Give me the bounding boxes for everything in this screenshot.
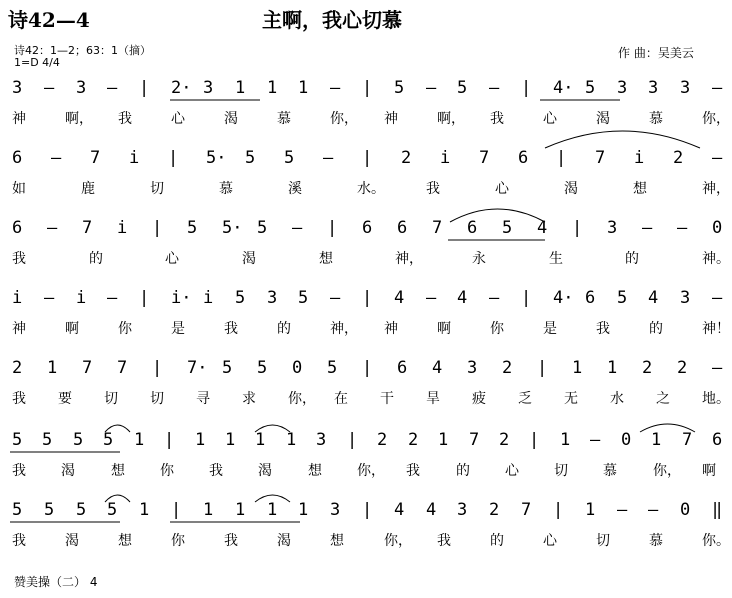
note: 0 (292, 358, 303, 378)
lyric-syllable: 切 (554, 463, 568, 479)
note: 5 (617, 288, 628, 308)
note: 2 (502, 358, 513, 378)
note: 7 (521, 500, 532, 520)
lyric-syllable: 的 (625, 251, 639, 267)
note: 5 (42, 430, 53, 450)
note: 1 (255, 430, 266, 450)
note: 1 (298, 500, 309, 520)
note: 6 (12, 218, 23, 238)
lyric-syllable: 你 (160, 463, 174, 479)
note: i· (171, 288, 192, 308)
lyric-syllable: 无 (564, 391, 578, 407)
lyric-syllable: 你。 (702, 533, 730, 549)
slur (105, 495, 130, 502)
note: 5 (235, 288, 246, 308)
note: 2 (673, 148, 684, 168)
lyric-syllable: 你 (171, 533, 185, 549)
lyric-syllable: 你， (288, 391, 316, 407)
book-footer: 赞美操（二） 4 (14, 575, 98, 589)
note: i (634, 148, 645, 168)
note: 5 (76, 500, 87, 520)
note: 5 (298, 288, 309, 308)
note: 1 (651, 430, 662, 450)
lyric-syllable: 干 (380, 391, 394, 407)
lyric-syllable: 慕 (649, 533, 663, 549)
note: 5 (44, 500, 55, 520)
lyric-syllable: 啊 (65, 321, 79, 337)
note: 4 (432, 358, 443, 378)
lyric-syllable: 要 (58, 391, 72, 407)
barline: | (529, 430, 540, 450)
lyric-syllable: 我 (596, 321, 610, 337)
note: 1 (438, 430, 449, 450)
note: – (44, 288, 55, 308)
barline: | (362, 288, 373, 308)
lyric-syllable: 慕 (603, 463, 617, 479)
lyric-syllable: 我 (437, 533, 451, 549)
note: – (330, 78, 341, 98)
note: 1 (560, 430, 571, 450)
lyric-syllable: 啊， (65, 111, 93, 127)
note: 7· (187, 358, 208, 378)
lyric-syllable: 你 (490, 321, 504, 337)
note: 7 (117, 358, 128, 378)
note: 3 (617, 78, 628, 98)
lyric-syllable: 你， (330, 111, 358, 127)
lyric-syllable: 如 (12, 181, 26, 197)
lyric-syllable: 心 (495, 181, 509, 197)
lyric-syllable: 渴 (596, 111, 610, 127)
note: – (426, 78, 437, 98)
note: – (107, 78, 118, 98)
note: 5· (222, 218, 243, 238)
note: 6 (467, 218, 478, 238)
lyric-syllable: 之 (656, 391, 670, 407)
barline: | (362, 78, 373, 98)
note: 1 (267, 78, 278, 98)
lyric-syllable: 我 (12, 463, 26, 479)
lyric-syllable: 的 (490, 533, 504, 549)
key-signature: 1=D 4/4 (14, 56, 60, 69)
lyric-syllable: 你 (118, 321, 132, 337)
note: 5 (585, 78, 596, 98)
note: 2 (642, 358, 653, 378)
note: 2 (377, 430, 388, 450)
note: – (330, 288, 341, 308)
lyric-syllable: 渴 (65, 533, 79, 549)
note: 3 (267, 288, 278, 308)
note: – (323, 148, 334, 168)
note: 5 (73, 430, 84, 450)
note: – (44, 78, 55, 98)
note: – (712, 288, 723, 308)
note: 1 (134, 430, 145, 450)
barline: | (553, 500, 564, 520)
lyric-syllable: 慕 (649, 111, 663, 127)
lyric-syllable: 神， (330, 321, 358, 337)
lyric-syllable: 神 (384, 111, 398, 127)
note: 3 (680, 78, 691, 98)
note: 6 (362, 218, 373, 238)
note: 1 (139, 500, 150, 520)
note: 2 (12, 358, 23, 378)
lyric-syllable: 求 (242, 391, 256, 407)
note: 3 (76, 78, 87, 98)
note: – (712, 78, 723, 98)
lyric-syllable: 啊， (437, 111, 465, 127)
note: 7 (595, 148, 606, 168)
note: 5 (245, 148, 256, 168)
note: – (590, 430, 601, 450)
lyric-syllable: 我 (224, 533, 238, 549)
note: 7 (432, 218, 443, 238)
lyric-syllable: 渴 (564, 181, 578, 197)
note: 1 (195, 430, 206, 450)
lyric-syllable: 生 (549, 251, 563, 267)
barline: | (362, 500, 373, 520)
note: 0 (680, 500, 691, 520)
lyric-syllable: 渴 (61, 463, 75, 479)
lyric-syllable: 水。 (357, 181, 385, 197)
note: 1 (267, 500, 278, 520)
note: 3 (457, 500, 468, 520)
lyric-syllable: 心 (165, 251, 179, 267)
note: 4 (648, 288, 659, 308)
barline: | (362, 358, 373, 378)
lyric-syllable: 在 (334, 391, 348, 407)
note: 3 (680, 288, 691, 308)
lyric-syllable: 心 (505, 463, 519, 479)
note: – (648, 500, 659, 520)
note: 1 (286, 430, 297, 450)
note: 7 (82, 358, 93, 378)
note: – (677, 218, 688, 238)
slur (105, 425, 130, 432)
barline: | (152, 218, 163, 238)
note: – (642, 218, 653, 238)
note: 5 (502, 218, 513, 238)
lyric-syllable: 鹿 (81, 181, 95, 197)
note: 6 (397, 358, 408, 378)
note: 2 (677, 358, 688, 378)
composer-credit: 作 曲：吴美云 (618, 46, 694, 60)
lyric-syllable: 你， (653, 463, 681, 479)
note: 4 (394, 288, 405, 308)
lyric-syllable: 我 (224, 321, 238, 337)
note: – (617, 500, 628, 520)
note: i (203, 288, 214, 308)
lyric-syllable: 我 (118, 111, 132, 127)
note: 5 (394, 78, 405, 98)
note: 2 (499, 430, 510, 450)
lyric-syllable: 心 (171, 111, 185, 127)
lyric-syllable: 是 (171, 321, 185, 337)
lyric-syllable: 我 (12, 251, 26, 267)
note: – (712, 148, 723, 168)
lyric-syllable: 神！ (702, 321, 730, 337)
lyric-syllable: 乏 (518, 391, 532, 407)
barline: | (171, 500, 182, 520)
note: 2 (401, 148, 412, 168)
note: 6 (585, 288, 596, 308)
note: 1 (585, 500, 596, 520)
barline: | (139, 288, 150, 308)
note: 6 (397, 218, 408, 238)
note: 4 (394, 500, 405, 520)
barline: | (152, 358, 163, 378)
lyric-syllable: 地。 (702, 391, 730, 407)
note: 0 (621, 430, 632, 450)
lyric-syllable: 渴 (277, 533, 291, 549)
lyric-syllable: 慕 (219, 181, 233, 197)
note: 3 (203, 78, 214, 98)
note: i (76, 288, 87, 308)
hymn-number: 诗42—4 (8, 8, 90, 32)
lyric-syllable: 渴 (258, 463, 272, 479)
lyric-syllable: 的 (89, 251, 103, 267)
note: 7 (479, 148, 490, 168)
lyric-syllable: 旱 (426, 391, 440, 407)
note: 4 (537, 218, 548, 238)
lyric-syllable: 寻 (196, 391, 210, 407)
note: 1 (235, 500, 246, 520)
note: 5 (284, 148, 295, 168)
note: 7 (682, 430, 693, 450)
note: 7 (469, 430, 480, 450)
lyric-syllable: 想 (308, 463, 322, 479)
barline: | (362, 148, 373, 168)
lyric-syllable: 你， (384, 533, 412, 549)
note: 4· (553, 78, 574, 98)
barline: | (139, 78, 150, 98)
note: 3 (316, 430, 327, 450)
note: 6 (712, 430, 723, 450)
lyric-syllable: 是 (543, 321, 557, 337)
slur (450, 209, 545, 222)
note: 5 (327, 358, 338, 378)
slur (640, 424, 695, 432)
note: 6 (12, 148, 23, 168)
lyric-syllable: 啊 (437, 321, 451, 337)
barline: | (168, 148, 179, 168)
note: – (47, 218, 58, 238)
lyric-syllable: 神， (702, 181, 730, 197)
lyric-syllable: 切 (150, 391, 164, 407)
barline: | (537, 358, 548, 378)
barline: | (347, 430, 358, 450)
note: 5· (206, 148, 227, 168)
note: – (426, 288, 437, 308)
lyric-syllable: 神 (384, 321, 398, 337)
barline: | (572, 218, 583, 238)
note: 3 (12, 78, 23, 98)
note: 5 (457, 78, 468, 98)
note: – (51, 148, 62, 168)
lyric-syllable: 切 (104, 391, 118, 407)
lyric-syllable: 心 (543, 111, 557, 127)
note: 1 (572, 358, 583, 378)
note: 3 (467, 358, 478, 378)
note: 4· (553, 288, 574, 308)
lyric-syllable: 想 (111, 463, 125, 479)
lyric-syllable: 想 (118, 533, 132, 549)
note: 1 (298, 78, 309, 98)
note: 3 (330, 500, 341, 520)
note: 4 (457, 288, 468, 308)
note: 2 (408, 430, 419, 450)
lyric-syllable: 水 (610, 391, 624, 407)
slur (255, 495, 290, 502)
note: 0 (712, 218, 723, 238)
barline: | (556, 148, 567, 168)
lyric-syllable: 啊 (702, 463, 716, 479)
note: 5 (222, 358, 233, 378)
lyric-syllable: 你， (357, 463, 385, 479)
note: i (129, 148, 140, 168)
barline: | (521, 78, 532, 98)
lyric-syllable: 切 (150, 181, 164, 197)
note: 3 (648, 78, 659, 98)
note: 5 (257, 218, 268, 238)
note: i (440, 148, 451, 168)
lyric-syllable: 我 (426, 181, 440, 197)
note: 2 (489, 500, 500, 520)
note: 5 (12, 430, 23, 450)
note: 7 (90, 148, 101, 168)
note: – (107, 288, 118, 308)
lyric-syllable: 我 (12, 391, 26, 407)
slur (545, 131, 700, 148)
slur (255, 425, 290, 432)
note: – (489, 288, 500, 308)
scripture-source: 诗42：1—2；63：1（摘） (14, 44, 151, 57)
lyric-syllable: 神 (12, 321, 26, 337)
lyric-syllable: 神， (395, 251, 423, 267)
lyric-syllable: 你， (702, 111, 730, 127)
lyric-syllable: 疲 (472, 391, 486, 407)
note: 5 (103, 430, 114, 450)
note: 1 (607, 358, 618, 378)
note: – (712, 358, 723, 378)
note: i (117, 218, 128, 238)
note: 1 (225, 430, 236, 450)
lyric-syllable: 我 (490, 111, 504, 127)
note: i (12, 288, 23, 308)
note: 7 (82, 218, 93, 238)
lyric-syllable: 神。 (702, 251, 730, 267)
lyric-syllable: 想 (633, 181, 647, 197)
hymn-title: 主啊，我心切慕 (262, 8, 402, 32)
note: 2· (171, 78, 192, 98)
note: – (292, 218, 303, 238)
barline: | (521, 288, 532, 308)
lyric-syllable: 我 (12, 533, 26, 549)
lyric-syllable: 慕 (277, 111, 291, 127)
lyric-syllable: 神 (12, 111, 26, 127)
note: – (489, 78, 500, 98)
note: 5 (257, 358, 268, 378)
note: 1 (235, 78, 246, 98)
lyric-syllable: 想 (319, 251, 333, 267)
note: 1 (47, 358, 58, 378)
lyric-syllable: 想 (330, 533, 344, 549)
note: 6 (518, 148, 529, 168)
lyric-syllable: 切 (596, 533, 610, 549)
lyric-syllable: 永 (472, 251, 486, 267)
note: 5 (107, 500, 118, 520)
note: 5 (187, 218, 198, 238)
lyric-syllable: 我 (406, 463, 420, 479)
lyric-syllable: 的 (456, 463, 470, 479)
lyric-syllable: 渴 (224, 111, 238, 127)
note: 4 (426, 500, 437, 520)
lyric-syllable: 心 (543, 533, 557, 549)
note: 3 (607, 218, 618, 238)
lyric-syllable: 渴 (242, 251, 256, 267)
note: 1 (203, 500, 214, 520)
barline: ‖ (712, 500, 723, 520)
barline: | (164, 430, 175, 450)
barline: | (327, 218, 338, 238)
lyric-syllable: 我 (209, 463, 223, 479)
lyric-syllable: 溪 (288, 181, 302, 197)
note: 5 (12, 500, 23, 520)
lyric-syllable: 的 (277, 321, 291, 337)
lyric-syllable: 的 (649, 321, 663, 337)
